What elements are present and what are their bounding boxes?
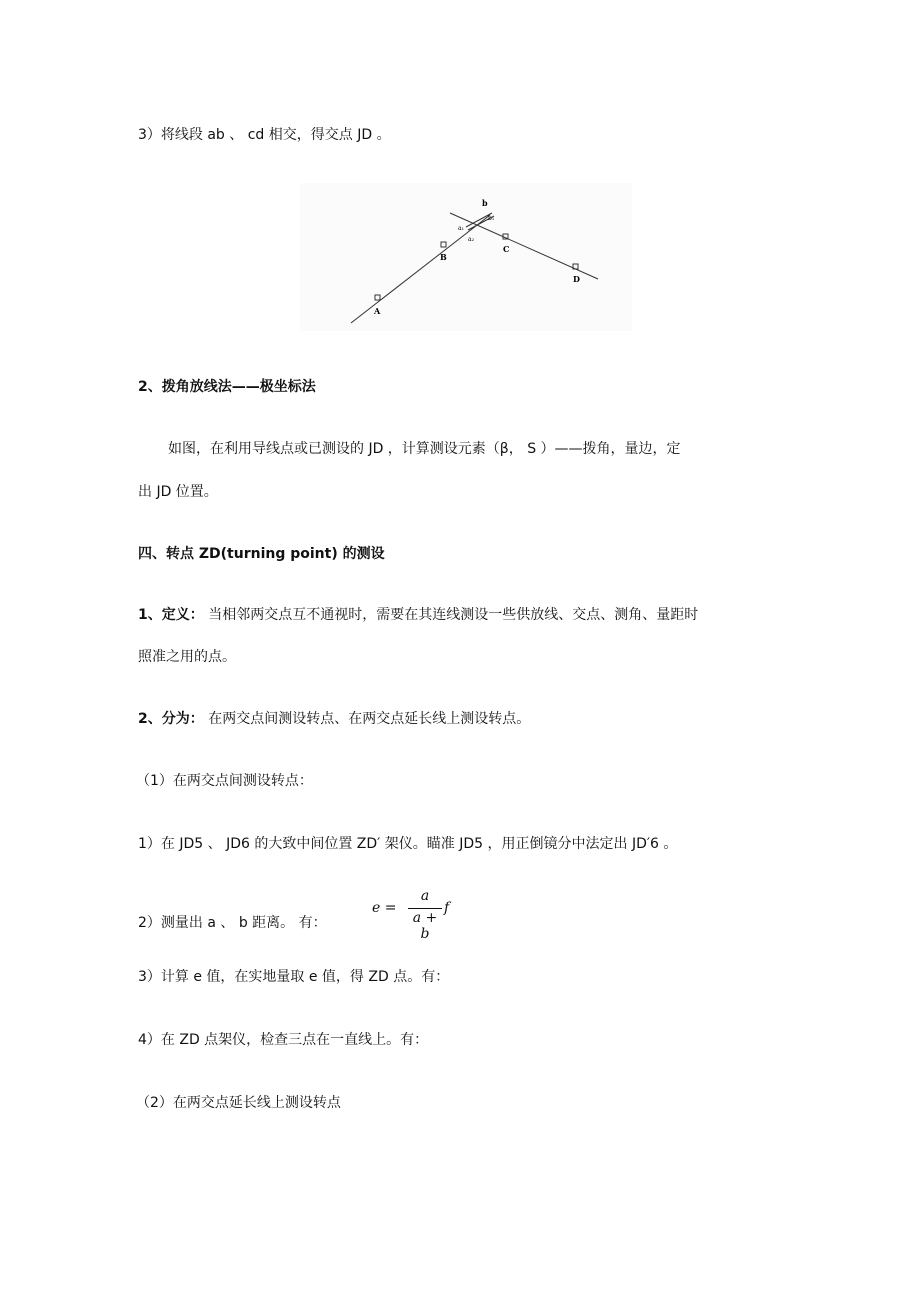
classification-text: 在两交点间测设转点、在两交点延长线上测设转点。 (203, 711, 531, 727)
label-d: D (573, 274, 580, 284)
paragraph-line-1: 如图，在利用导线点或已测设的 JD ，计算测设元素（β， S ）——拨角，量边，定 (168, 441, 681, 457)
classification-line (138, 709, 530, 729)
definition-line-2: 照准之用的点。 (138, 649, 236, 665)
label-b: B (440, 252, 447, 262)
section-heading-deflection-method: 2、拨角放线法——极坐标法 (138, 379, 316, 395)
step-2-text: 2）测量出 a 、 b 距离。 有： (138, 915, 327, 931)
formula-lhs: e = (372, 900, 397, 916)
section-heading-turning-point: 四、转点 ZD(turning point) 的测设 (138, 546, 385, 562)
definition-label: 1、定义： (138, 607, 204, 623)
distance-formula (372, 888, 452, 942)
step-4-text: 4）在 ZD 点架仪，检查三点在一直线上。有： (138, 1032, 429, 1048)
label-b1: b₁ (488, 215, 495, 222)
definition-text: 当相邻两交点互不通视时，需要在其连线测设一些供放线、交点、测角、量距时 (203, 607, 699, 623)
formula-factor: f (444, 900, 450, 916)
formula-fraction-bar (408, 908, 442, 909)
intersection-figure (300, 183, 632, 331)
classification-label: 2、分为： (138, 711, 204, 727)
label-a: A (374, 306, 381, 316)
subsection-1-heading: （1）在两交点间测设转点： (136, 773, 313, 789)
paragraph-line-2: 出 JD 位置。 (138, 484, 218, 500)
intersection-diagram (300, 183, 632, 331)
step3-text: 3）将线段 ab 、 cd 相交，得交点 JD 。 (138, 127, 391, 143)
step-1-text: 1）在 JD5 、 JD6 的大致中间位置 ZD′ 架仪。瞄准 JD5 ，用正倒镜分中法定出 JD′6 。 (138, 836, 678, 852)
label-c: C (503, 244, 510, 254)
label-b-top: b (482, 198, 488, 208)
point-a-marker (375, 295, 380, 300)
step-3-text: 3）计算 e 值，在实地量取 e 值，得 ZD 点。有： (138, 969, 450, 985)
line-ab (351, 215, 490, 323)
label-a2: a₂ (468, 236, 474, 243)
subsection-2-heading: （2）在两交点延长线上测设转点 (136, 1095, 341, 1111)
formula-denominator: a + b (412, 910, 438, 942)
definition-line-1 (138, 605, 698, 625)
label-a1: a₁ (458, 225, 464, 232)
point-b-marker (441, 242, 446, 247)
formula-numerator: a (420, 888, 430, 904)
